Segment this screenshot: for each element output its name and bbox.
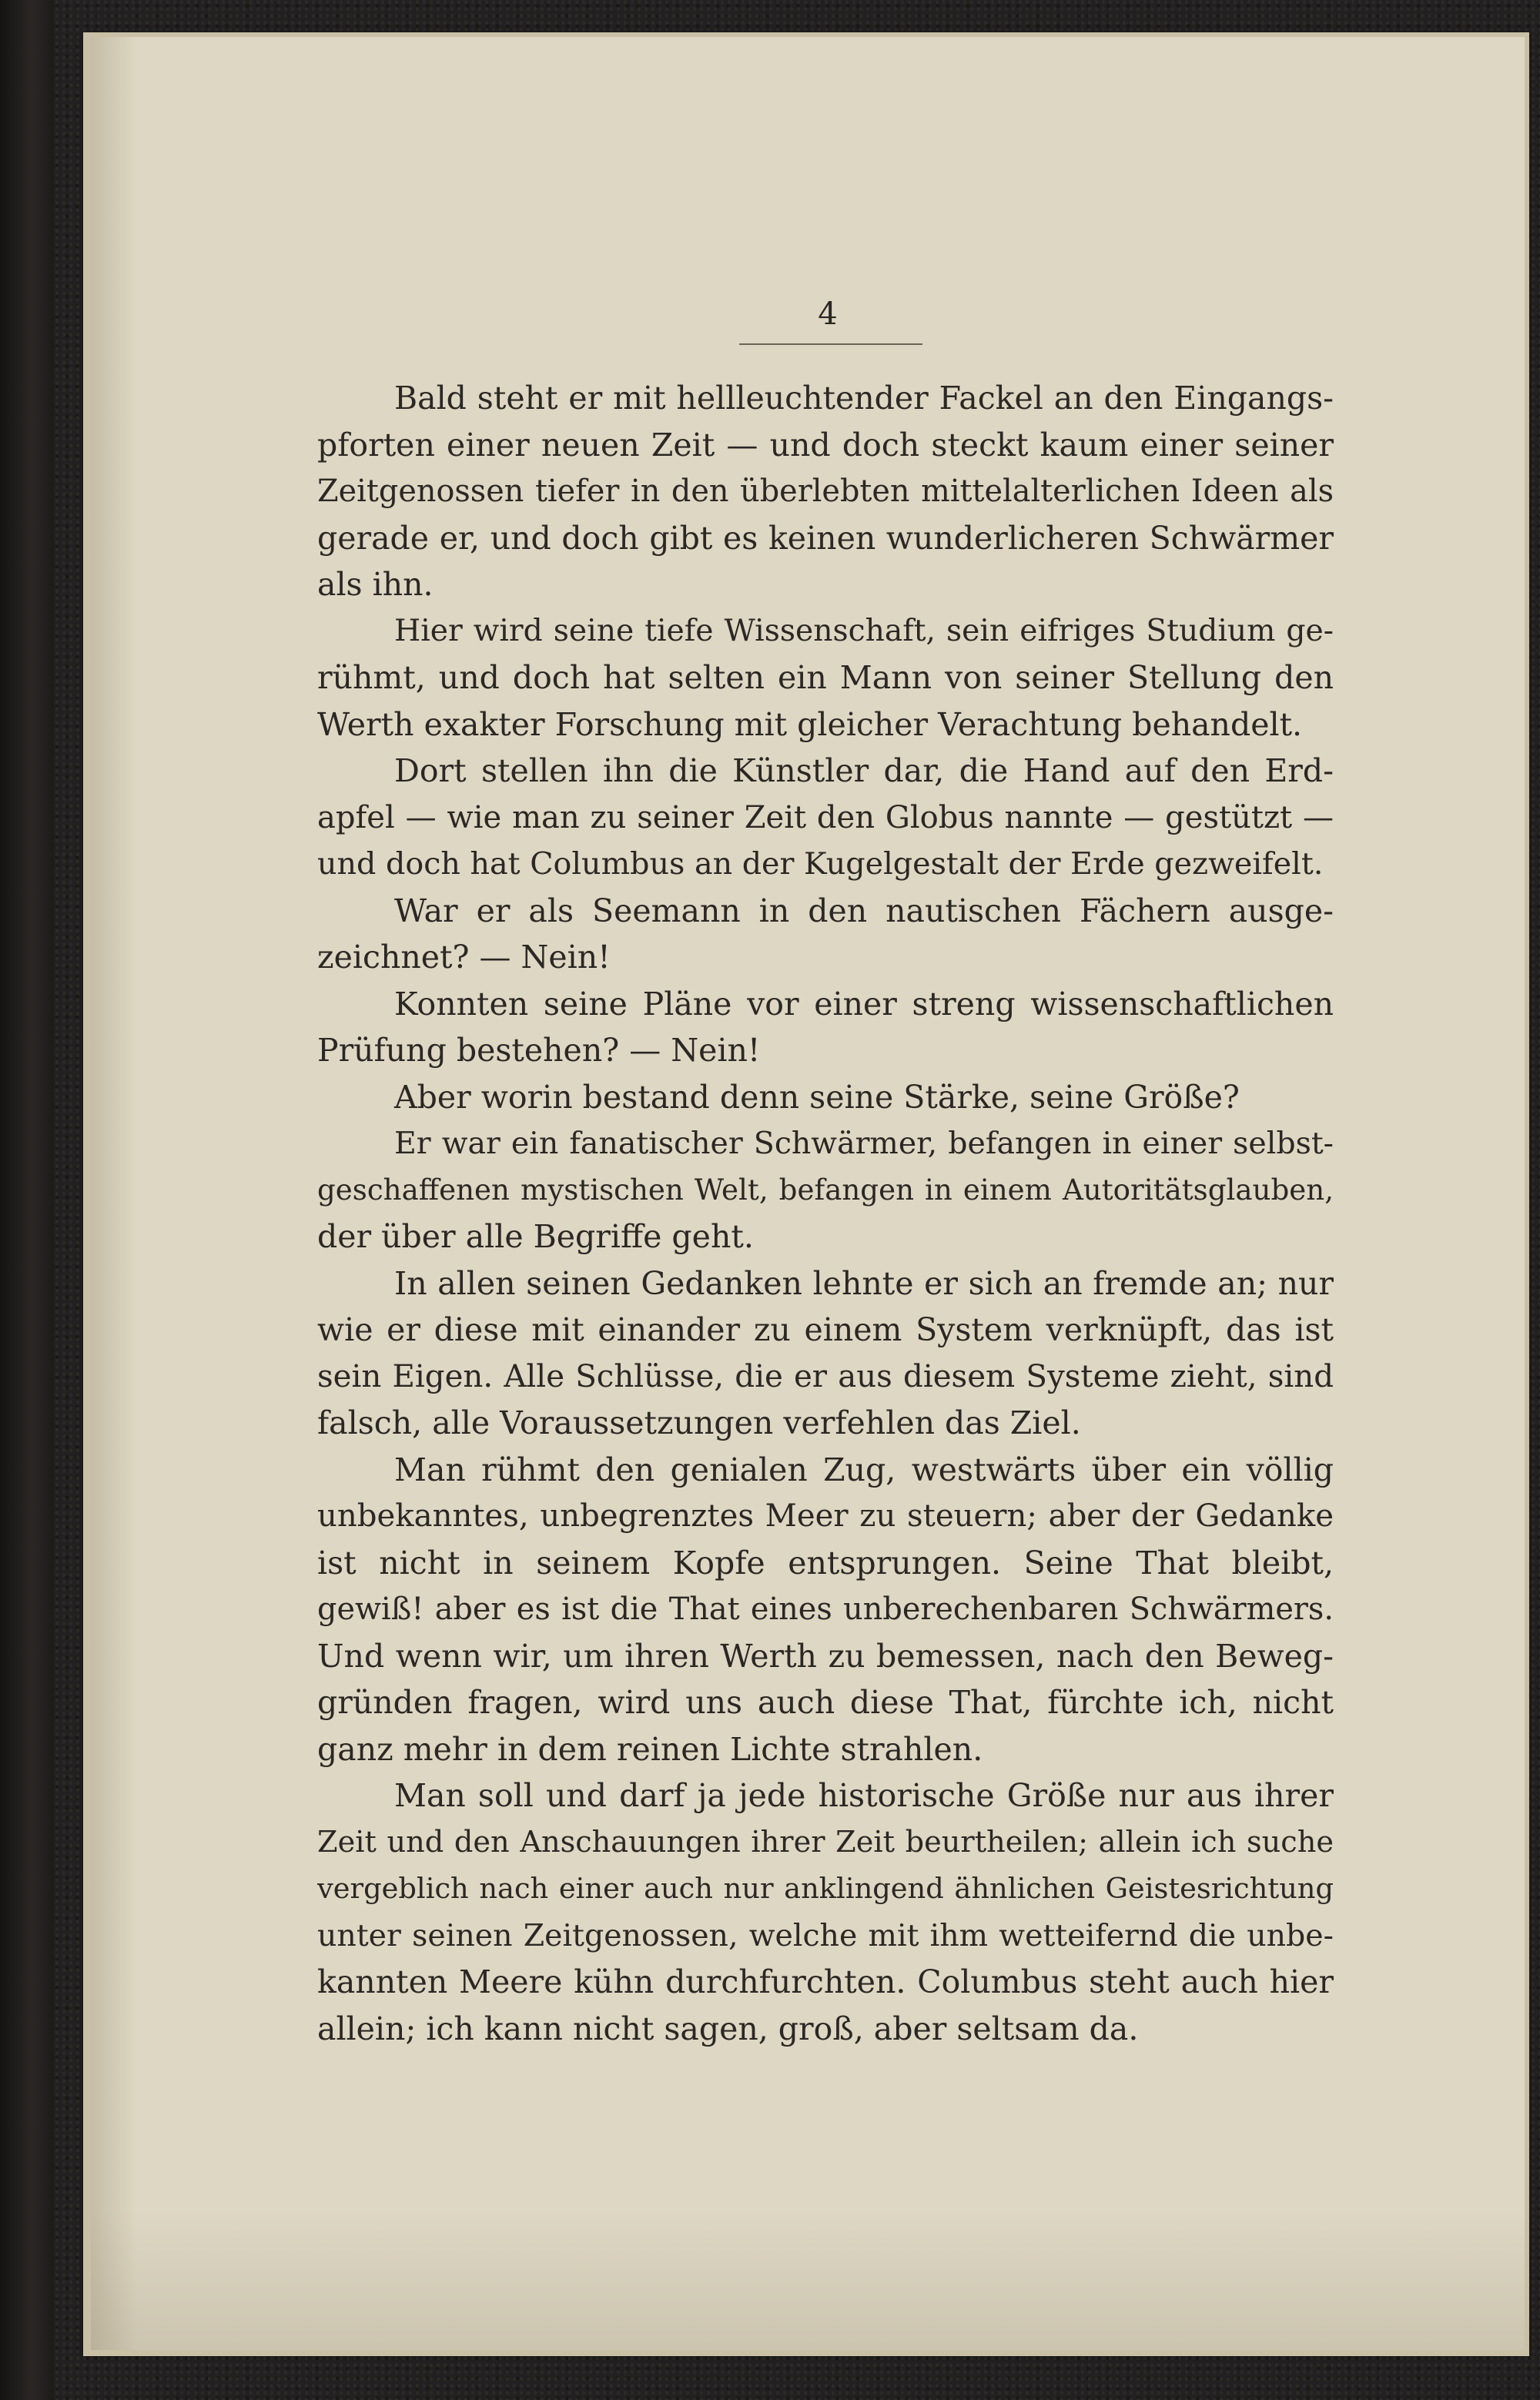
- text-line: und doch hat Columbus an der Kugelgestalt der Erde gezweifelt.: [317, 846, 1324, 882]
- text-line: Prüfung bestehen? — Nein!: [317, 1032, 761, 1069]
- text-line: Aber worin bestand denn seine Stärke, seine Größe?: [394, 1078, 1240, 1116]
- text-line: gewiß! aber es ist die That eines unberechenbaren Schwärmers.: [317, 1592, 1334, 1627]
- text-line: falsch, alle Voraussetzungen verfehlen das Ziel.: [317, 1404, 1081, 1441]
- text-line: Er war ein fanatischer Schwärmer, befangen in einer selbst-: [394, 1126, 1334, 1161]
- text-line: vergeblich nach einer auch nur anklingend ähnlichen Geistesrichtung: [317, 1872, 1334, 1905]
- text-line: ist nicht in seinem Kopfe entsprungen. Seine That bleibt,: [317, 1544, 1334, 1582]
- text-line: pforten einer neuen Zeit — und doch steckt kaum einer seiner: [317, 426, 1334, 464]
- text-line: Zeitgenossen tiefer in den überlebten mittelalterlichen Ideen als: [317, 474, 1334, 509]
- text-line: unter seinen Zeitgenossen, welche mit ihm wetteifernd die unbe-: [317, 1917, 1334, 1953]
- text-line: gerade er, und doch gibt es keinen wunderlicheren Schwärmer: [317, 519, 1334, 557]
- book-spine-edge: [0, 0, 54, 2400]
- text-line: Dort stellen ihn die Künstler dar, die Hand auf den Erd-: [394, 752, 1334, 789]
- text-line: sein Eigen. Alle Schlüsse, die er aus diesem Systeme zieht, sind: [317, 1357, 1334, 1394]
- text-line: als ihn.: [317, 566, 434, 603]
- text-line: Bald steht er mit hellleuchtender Fackel an den Eingangs-: [394, 380, 1334, 417]
- text-line: Konnten seine Pläne vor einer streng wissenschaftlichen: [394, 985, 1334, 1023]
- text-line: In allen seinen Gedanken lehnte er sich an fremde an; nur: [394, 1264, 1334, 1302]
- text-line: Und wenn wir, um ihren Werth zu bemessen, nach den Beweg-: [317, 1637, 1334, 1675]
- text-line: Werth exakter Forschung mit gleicher Verachtung behandelt.: [317, 705, 1303, 743]
- text-line: zeichnet? — Nein!: [317, 939, 611, 976]
- text-line: War er als Seemann in den nautischen Fächern ausge-: [394, 892, 1334, 929]
- text-line: apfel — wie man zu seiner Zeit den Globus nannte — gestützt —: [317, 799, 1334, 835]
- text-line: Hier wird seine tiefe Wissenschaft, sein eifriges Studium ge-: [394, 613, 1334, 648]
- text-line: Man soll und darf ja jede historische Größe nur aus ihrer: [394, 1777, 1334, 1814]
- text-line: geschaffenen mystischen Welt, befangen in einem Autoritätsglauben,: [317, 1173, 1334, 1207]
- body-text: [317, 375, 1334, 2052]
- text-line: allein; ich kann nicht sagen, groß, aber seltsam da.: [317, 2010, 1139, 2047]
- text-line: Man rühmt den genialen Zug, westwärts über ein völlig: [394, 1451, 1334, 1488]
- text-line: gründen fragen, wird uns auch diese That, fürchte ich, nicht: [317, 1684, 1334, 1721]
- text-line: der über alle Begriffe geht.: [317, 1218, 754, 1255]
- text-line: unbekanntes, unbegrenztes Meer zu steuern; aber der Gedanke: [317, 1498, 1334, 1534]
- text-line: Zeit und den Anschauungen ihrer Zeit beurtheilen; allein ich suche: [317, 1824, 1334, 1859]
- header-rule: [739, 343, 922, 345]
- text-line: ganz mehr in dem reinen Lichte strahlen.: [317, 1730, 983, 1768]
- page-number: 4: [818, 296, 838, 332]
- text-line: kannten Meere kühn durchfurchten. Columbus steht auch hier: [317, 1963, 1334, 2000]
- text-line: rühmt, und doch hat selten ein Mann von seiner Stellung den: [317, 659, 1334, 696]
- text-line: wie er diese mit einander zu einem System verknüpft, das ist: [317, 1311, 1334, 1348]
